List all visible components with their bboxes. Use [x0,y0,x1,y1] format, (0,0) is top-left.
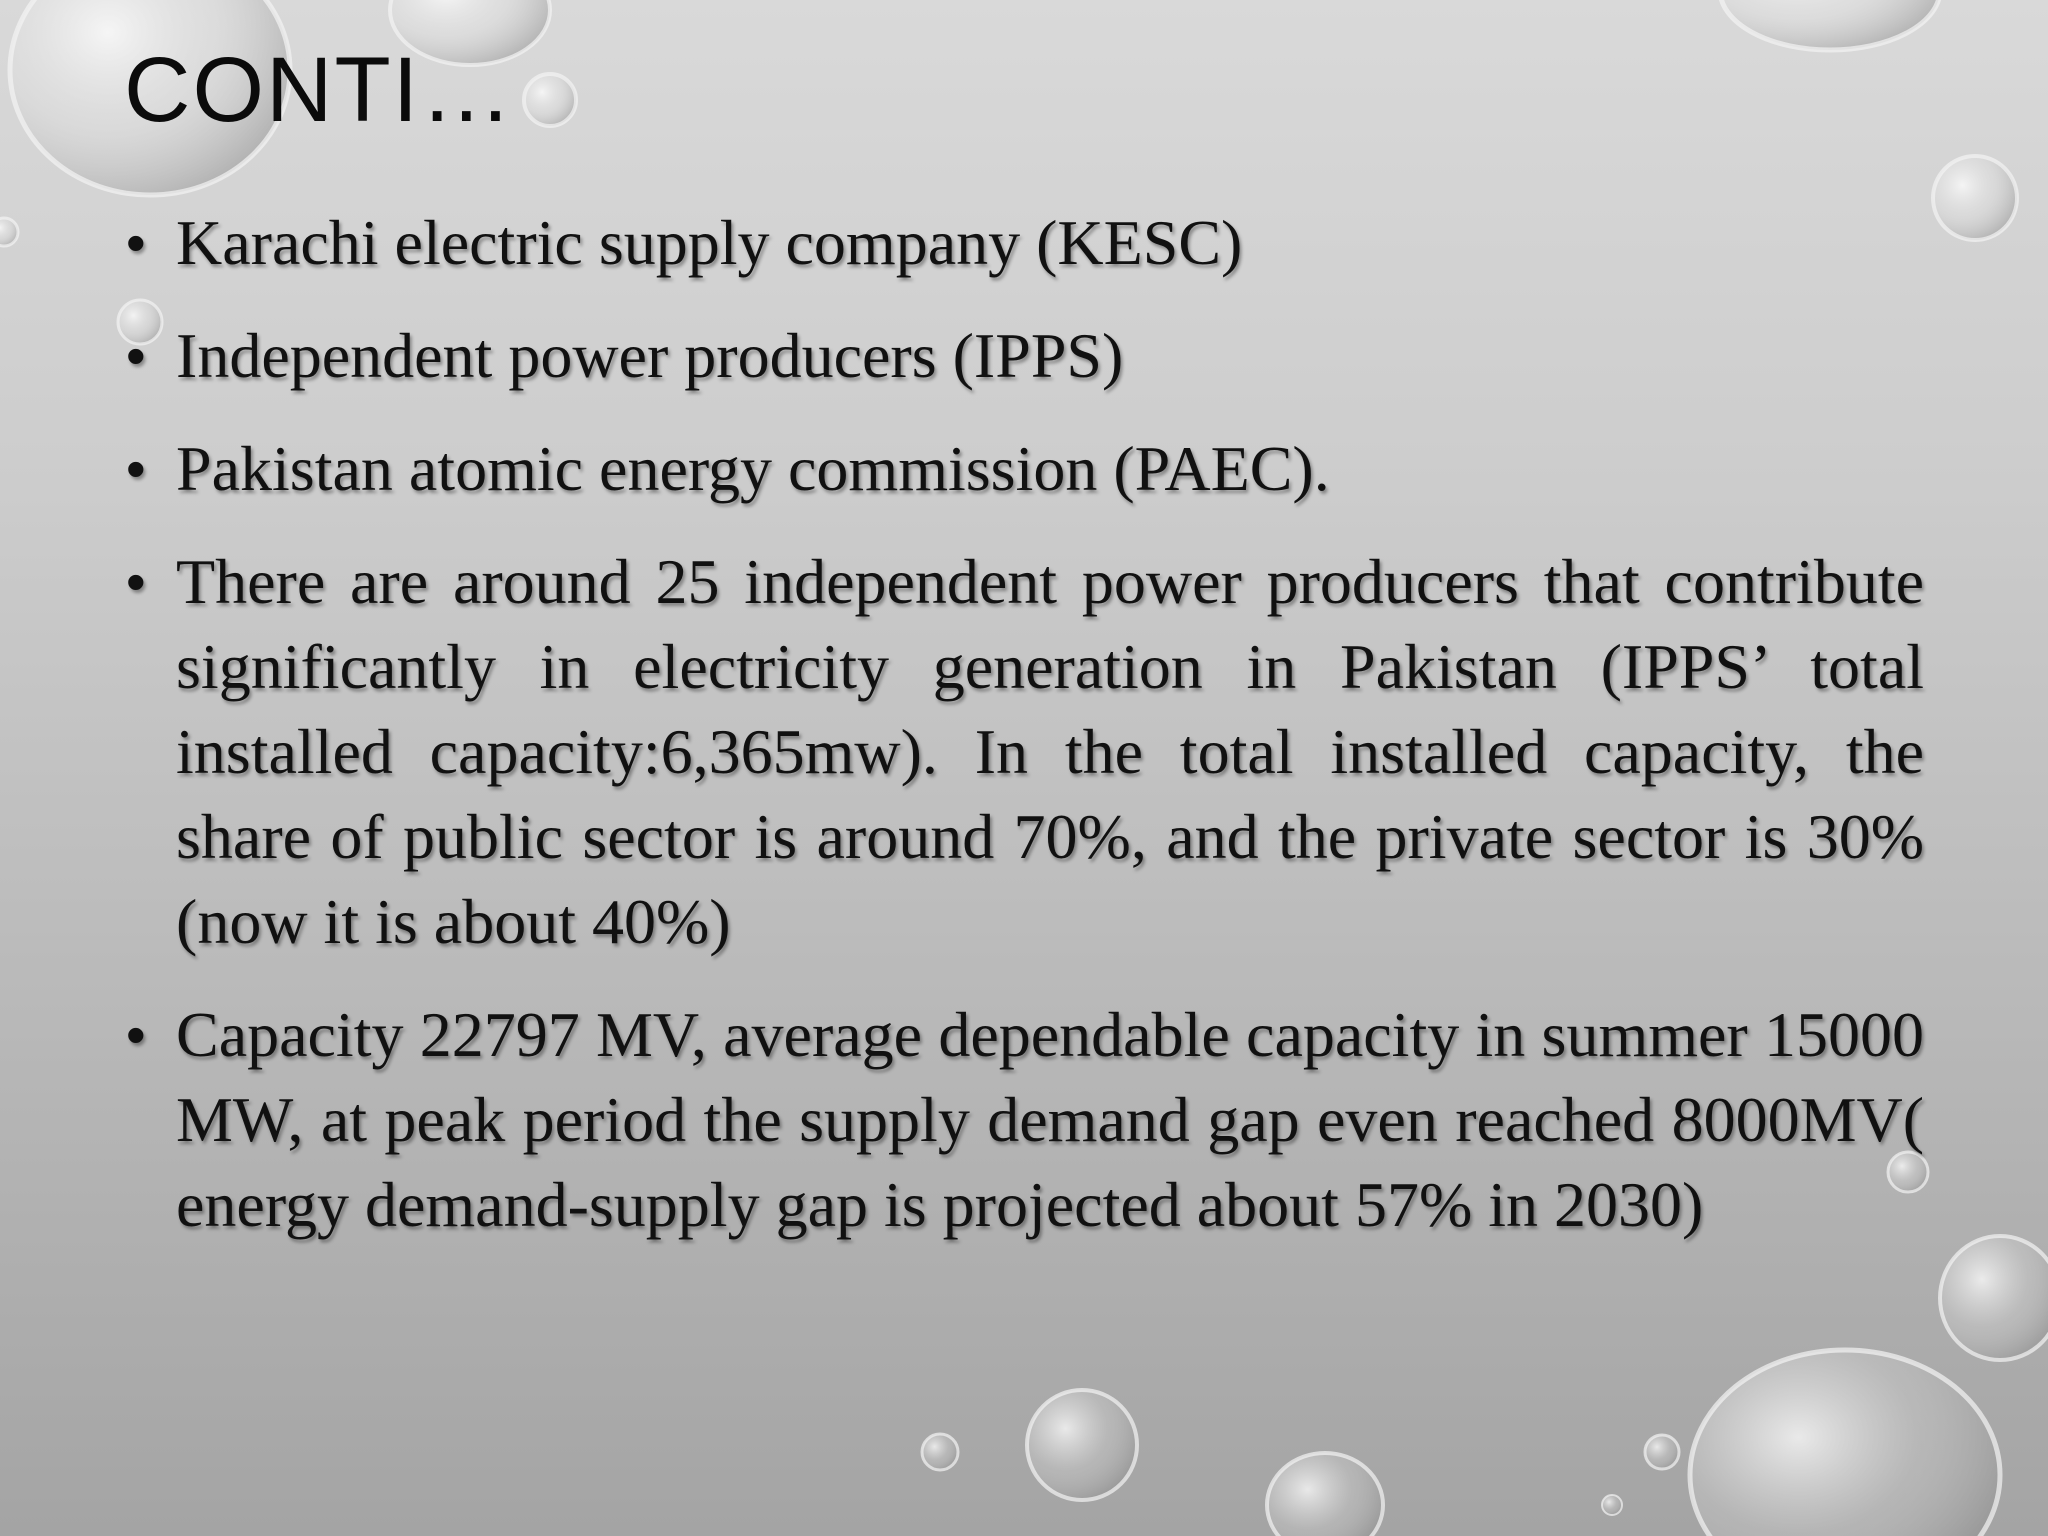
bullet-icon: • [126,550,146,613]
bullet-icon: • [126,1003,146,1066]
bullet-text: Pakistan atomic energy commission (PAEC). [176,433,1330,504]
droplet-bottom-tiny [1645,1435,1679,1469]
list-item [122,313,1924,398]
bullet-icon: • [126,437,146,500]
bullet-icon: • [126,211,146,274]
bullet-list [122,200,1924,1275]
bullet-icon: • [126,324,146,387]
droplet-bottom-dot [1602,1495,1622,1515]
bullet-text: There are around 25 independent power producers that contribute significantly in electricity generation in Pakistan (IPPS’ total installed capacity:6,365mw). In the total installed capacity, the share of public sector is around 70%, and the private sector is 30% (now it is about 40%) [176,546,1924,957]
slide-title: CONTI… [124,39,515,141]
bullet-text: Capacity 22797 MV, average dependable capacity in summer 15000 MW, at peak period the supply demand gap even reached 8000MV( energy demand-supply gap is projected about 57% in 2030) [176,999,1924,1240]
list-item [122,539,1924,964]
list-item [122,200,1924,285]
droplet-bottom-medium [1027,1390,1137,1500]
droplet-small-title [524,74,576,126]
droplet-right [1933,156,2017,240]
list-item [122,426,1924,511]
droplet-edge-left [0,218,18,246]
droplet-right-lower [1940,1236,2048,1360]
droplet-top-right [1720,0,1940,50]
bullet-text: Independent power producers (IPPS) [176,320,1124,391]
list-item [122,992,1924,1247]
droplet-bottom-small [922,1434,958,1470]
bullet-text: Karachi electric supply company (KESC) [176,207,1243,278]
droplet-bottom-center [1267,1453,1383,1536]
droplet-large-bottom-right [1690,1350,2000,1536]
